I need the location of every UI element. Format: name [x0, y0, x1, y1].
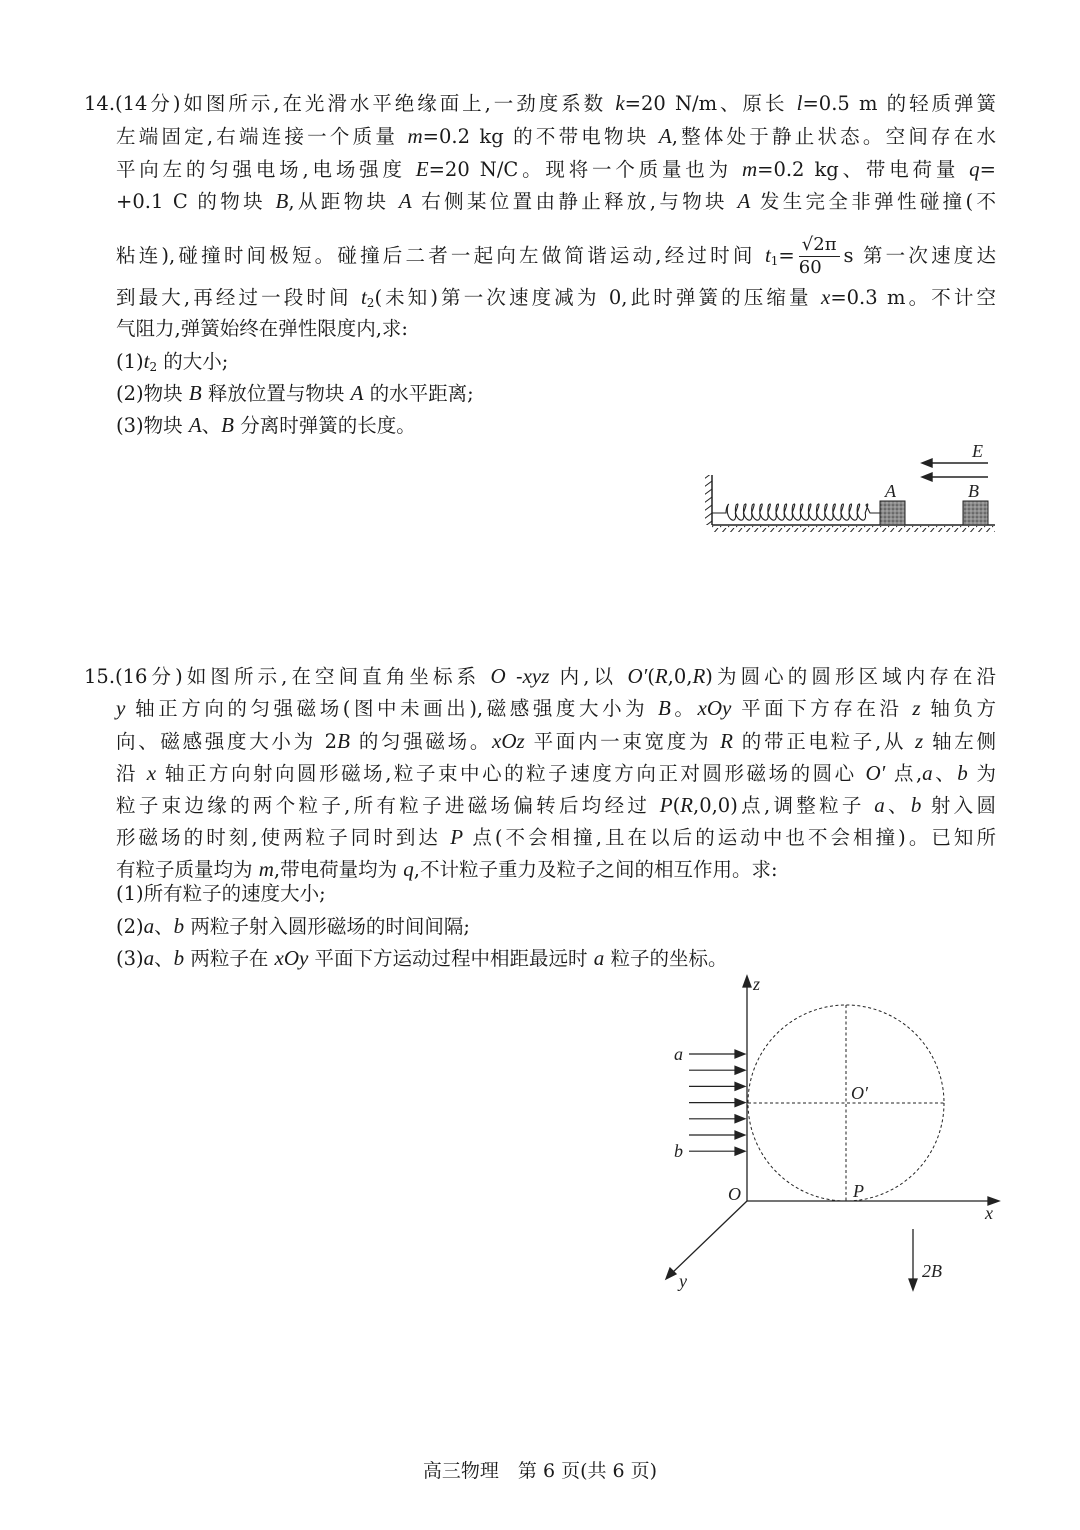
- text-run: =0.5 m 的轻质弹簧: [802, 92, 996, 115]
- text-run: 内,以: [549, 665, 628, 688]
- text-run: )为圆心的圆形区域内存在沿: [705, 665, 997, 688]
- text-run: 14.(14分)如图所示,在光滑水平绝缘面上,一劲度系数: [84, 92, 616, 115]
- text-run: =: [778, 244, 795, 267]
- text-run: 的大小;: [157, 350, 229, 373]
- math-variable: a: [922, 761, 933, 785]
- arrowhead: [735, 1099, 745, 1107]
- text-run: (3)物块: [116, 414, 189, 437]
- math-variable: R: [654, 664, 668, 688]
- text-run: 平面下方运动过程中相距最远时: [308, 947, 594, 970]
- text-run: 的带正电粒子,从: [732, 730, 915, 753]
- text-run: (: [672, 794, 681, 817]
- text-run: 平面下方存在沿: [731, 697, 913, 720]
- text-run: +0.1 C 的物块: [116, 190, 276, 213]
- text-run: 轴负方: [920, 697, 997, 720]
- text-run: ,0,: [667, 665, 693, 688]
- text-run: 发生完全非弹性碰撞(不: [750, 190, 996, 213]
- magnetic-field-diagram: [0, 960, 1080, 1310]
- math-variable: O: [490, 664, 506, 688]
- z-label: z: [753, 974, 761, 994]
- text-run: =20 N/C。现将一个质量也为: [428, 158, 742, 181]
- arrowhead: [735, 1147, 745, 1155]
- math-variable: b: [173, 946, 185, 970]
- math-variable: O′: [627, 664, 648, 688]
- text-run: 15.(16分)如图所示,在空间直角坐标系: [84, 665, 491, 688]
- text-run: 平面内一束宽度为: [524, 730, 721, 753]
- text-run: 沿: [116, 762, 147, 785]
- block-b: [963, 501, 988, 525]
- arrowhead: [735, 1131, 745, 1139]
- text-run: 射入圆: [921, 794, 996, 817]
- text-run: ,带电荷量均为: [273, 858, 404, 881]
- text-run: ,从距物块: [288, 190, 399, 213]
- math-variable: k: [615, 91, 625, 115]
- wall: [705, 475, 712, 525]
- text-run: (1)所有粒子的速度大小;: [116, 882, 326, 905]
- circular-field-region: [748, 1005, 944, 1201]
- text-run: 、: [884, 794, 911, 817]
- field-2b-label: 2B: [922, 1261, 942, 1281]
- text-run: 左端固定,右端连接一个质量: [116, 125, 408, 148]
- problem-15-line: [116, 727, 996, 756]
- fraction-denominator: 60: [798, 257, 822, 278]
- electric-field-arrows: [922, 459, 988, 481]
- math-variable: b: [957, 761, 968, 785]
- math-variable: m: [407, 124, 423, 148]
- math-variable: a: [143, 946, 155, 970]
- math-variable: P: [659, 793, 673, 817]
- math-variable: m: [741, 157, 758, 181]
- problem-15-line: [116, 759, 996, 788]
- fraction-numerator: √2π: [799, 234, 840, 257]
- subscript: 2: [149, 360, 158, 374]
- text-run: 的水平距离;: [363, 382, 474, 405]
- block-a-label: A: [885, 481, 896, 501]
- math-variable: a: [593, 946, 605, 970]
- spring-block-diagram: [0, 0, 1080, 560]
- math-variable: B: [337, 729, 350, 753]
- subscript: 1: [770, 254, 779, 268]
- text-run: (未知)第一次速度减为 0,此时弹簧的压缩量: [374, 286, 821, 309]
- math-variable: A: [398, 189, 412, 213]
- text-run: 粒子束边缘的两个粒子,所有粒子进磁场偏转后均经过: [116, 794, 660, 817]
- text-run: 轴正方向射向圆形磁场,粒子束中心的粒子速度方向正对圆形磁场的圆心: [156, 762, 866, 785]
- math-variable: P: [450, 825, 464, 849]
- text-run: 。: [670, 697, 698, 720]
- math-variable: O′: [865, 761, 886, 785]
- text-run: (3): [116, 947, 144, 970]
- problem-15-line: [116, 694, 996, 723]
- text-run: 的匀强磁场。: [349, 730, 493, 753]
- math-variable: z: [912, 696, 921, 720]
- problem-15-line: [116, 791, 996, 820]
- math-variable: t: [143, 349, 150, 373]
- math-variable: a: [143, 914, 155, 938]
- text-run: (2): [116, 915, 144, 938]
- math-variable: y: [116, 696, 126, 720]
- text-run: (1): [116, 350, 144, 373]
- math-variable: A: [737, 189, 751, 213]
- text-run: 轴左侧: [923, 730, 996, 753]
- text-run: 、: [154, 915, 174, 938]
- math-variable: xyz: [522, 664, 550, 688]
- math-variable: A: [658, 124, 672, 148]
- math-variable: b: [910, 793, 922, 817]
- math-variable: B: [188, 381, 202, 405]
- x-label: x: [985, 1203, 993, 1223]
- text-run: 两粒子射入圆形磁场的时间间隔;: [184, 915, 470, 938]
- math-variable: B: [275, 189, 289, 213]
- arrowhead: [735, 1115, 745, 1123]
- text-run: 释放位置与物块: [201, 382, 351, 405]
- math-variable: m: [258, 857, 274, 881]
- text-run: =0.2 kg、带电荷量: [757, 158, 970, 181]
- text-run: s 第一次速度达: [843, 244, 996, 267]
- math-variable: q: [969, 157, 980, 181]
- math-variable: xOy: [274, 946, 309, 970]
- text-run: =0.2 kg 的不带电物块: [422, 125, 659, 148]
- text-run: 轴正方向的匀强磁场(图中未画出),磁感强度大小为: [125, 697, 659, 720]
- text-run: (: [647, 665, 655, 688]
- text-run: ,0,0)点,调整粒子: [693, 794, 875, 817]
- block-b-label: B: [968, 481, 979, 501]
- field-2b-arrow: [909, 1229, 917, 1290]
- field-label: E: [972, 441, 983, 461]
- text-run: 点(不会相撞,且在以后的运动中也不会相撞)。已知所: [463, 826, 996, 849]
- particle-b-label: b: [674, 1141, 683, 1161]
- arrowhead: [735, 1066, 745, 1074]
- arrowhead: [735, 1050, 745, 1058]
- text-run: 、: [201, 414, 222, 437]
- spring: [712, 504, 880, 520]
- point-p-label: P: [853, 1181, 864, 1201]
- text-run: 两粒子在: [184, 947, 275, 970]
- math-variable: A: [350, 381, 364, 405]
- y-axis: [671, 1201, 747, 1274]
- ground: [712, 525, 995, 532]
- origin-label: O: [728, 1184, 741, 1204]
- math-variable: t: [360, 285, 367, 309]
- math-variable: R: [720, 729, 733, 753]
- center-label: O′: [851, 1083, 868, 1103]
- subscript: 2: [366, 296, 375, 310]
- problem-15-question-1: [116, 880, 326, 908]
- math-variable: x: [146, 761, 157, 785]
- text-run: =0.3 m。不计空: [830, 286, 996, 309]
- text-run: 分离时弹簧的长度。: [234, 414, 416, 437]
- math-variable: B: [658, 696, 671, 720]
- text-run: 向、磁感强度大小为 2: [116, 730, 338, 753]
- text-run: ,整体处于静止状态。空间存在水: [671, 125, 996, 148]
- math-variable: A: [188, 413, 202, 437]
- text-run: 平向左的匀强电场,电场强度: [116, 158, 416, 181]
- math-variable: z: [915, 729, 924, 753]
- problem-15-question-2: [116, 912, 470, 941]
- math-variable: q: [403, 857, 414, 881]
- math-variable: xOy: [697, 696, 732, 720]
- math-variable: l: [796, 91, 803, 115]
- math-variable: R: [692, 664, 706, 688]
- text-run: 右侧某位置由静止释放,与物块: [411, 190, 738, 213]
- math-variable: a: [874, 793, 885, 817]
- math-variable: E: [415, 157, 429, 181]
- text-run: =20 N/m、原长: [624, 92, 797, 115]
- text-run: 、: [154, 947, 174, 970]
- math-variable: R: [680, 793, 693, 817]
- text-run: (2)物块: [116, 382, 189, 405]
- arrowhead: [735, 1082, 745, 1090]
- text-run: ,不计粒子重力及粒子之间的相互作用。求:: [413, 858, 778, 881]
- text-run: 、: [932, 762, 958, 785]
- math-variable: b: [173, 914, 185, 938]
- particle-a-label: a: [674, 1044, 683, 1064]
- text-run: 到最大,再经过一段时间: [116, 286, 361, 309]
- text-run: 点,: [885, 762, 923, 785]
- text-run: 粘连),碰撞时间极短。碰撞后二者一起向左做简谐运动,经过时间: [116, 244, 765, 267]
- block-a: [880, 501, 905, 525]
- problem-15-line: [84, 662, 996, 691]
- math-variable: t: [764, 243, 771, 267]
- y-label: y: [679, 1271, 687, 1291]
- text-run: 气阻力,弹簧始终在弹性限度内,求:: [116, 317, 408, 340]
- text-run: 为: [967, 762, 996, 785]
- text-run: -: [505, 665, 523, 688]
- math-variable: xOz: [492, 729, 525, 753]
- math-variable: x: [820, 285, 831, 309]
- particle-beam-arrows: [689, 1050, 745, 1155]
- page-footer: 高三物理 第 6 页(共 6 页): [422, 1460, 658, 1482]
- math-variable: B: [221, 413, 234, 437]
- text-run: 形磁场的时刻,使两粒子同时到达: [116, 826, 451, 849]
- text-run: =: [979, 158, 996, 181]
- problem-15-line: [116, 823, 996, 852]
- text-run: 有粒子质量均为: [116, 858, 259, 881]
- text-run: 粒子的坐标。: [604, 947, 728, 970]
